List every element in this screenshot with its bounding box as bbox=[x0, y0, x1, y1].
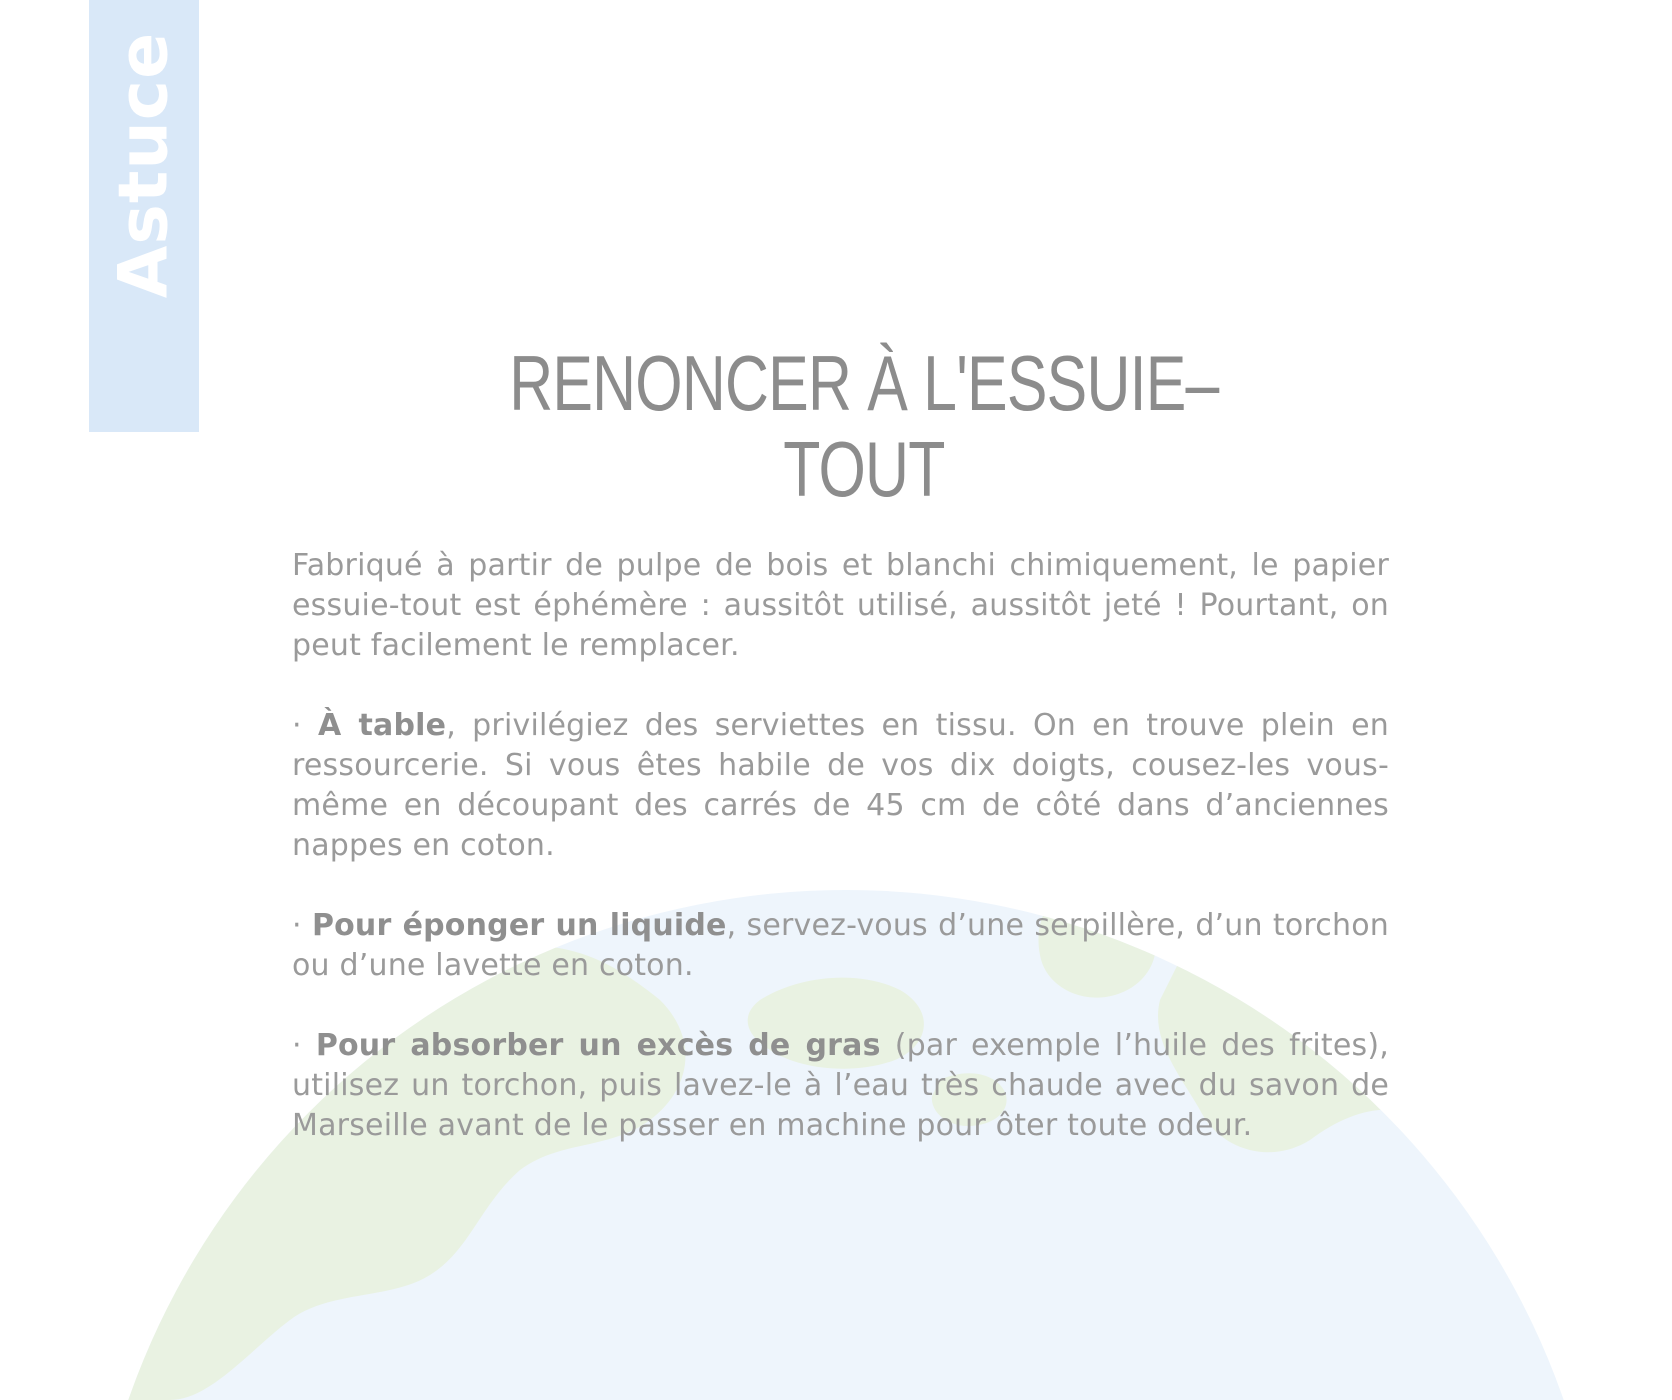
article bbox=[292, 340, 1389, 1146]
tip-text: , servez-vous d’une serpillère, d’un torchon ou d’une lavette en coton. bbox=[292, 908, 1389, 983]
tip-heading: À table bbox=[317, 708, 447, 743]
tip-heading: Pour absorber un excès de gras bbox=[315, 1028, 881, 1063]
tip-heading: Pour éponger un liquide bbox=[311, 908, 727, 943]
tip-bullet: · bbox=[292, 908, 312, 943]
tip-bullet: · bbox=[292, 708, 318, 743]
page-title: RENONCER À L'ESSUIE–TOUT bbox=[509, 339, 1219, 513]
tip-bullet: · bbox=[292, 1028, 316, 1063]
tip-text: (par exemple l’huile des frites), utilisez un torchon, puis lavez-le à l’eau très chaude avec du savon de Marseille avant de le passer en machine pour ôter toute odeur. bbox=[292, 1028, 1389, 1143]
tip-item bbox=[292, 1026, 1389, 1146]
sidebar-tab bbox=[89, 0, 199, 432]
intro-paragraph: Fabriqué à partir de pulpe de bois et blanchi chimiquement, le papier essuie-tout est éphémère : aussitôt utilisé, aussitôt jeté ! Pourtant, on peut facilement le remplacer. bbox=[292, 548, 1389, 663]
tip-item bbox=[292, 706, 1389, 866]
tip-item bbox=[292, 906, 1389, 986]
sidebar-label: Astuce bbox=[104, 31, 184, 299]
tip-text: , privilégiez des serviettes en tissu. On en trouve plein en ressourcerie. Si vous êtes habile de vos dix doigts, cousez-les vous-même en découpant des carrés de 45 cm de côté dans d’anciennes nappes en coton. bbox=[292, 708, 1389, 863]
